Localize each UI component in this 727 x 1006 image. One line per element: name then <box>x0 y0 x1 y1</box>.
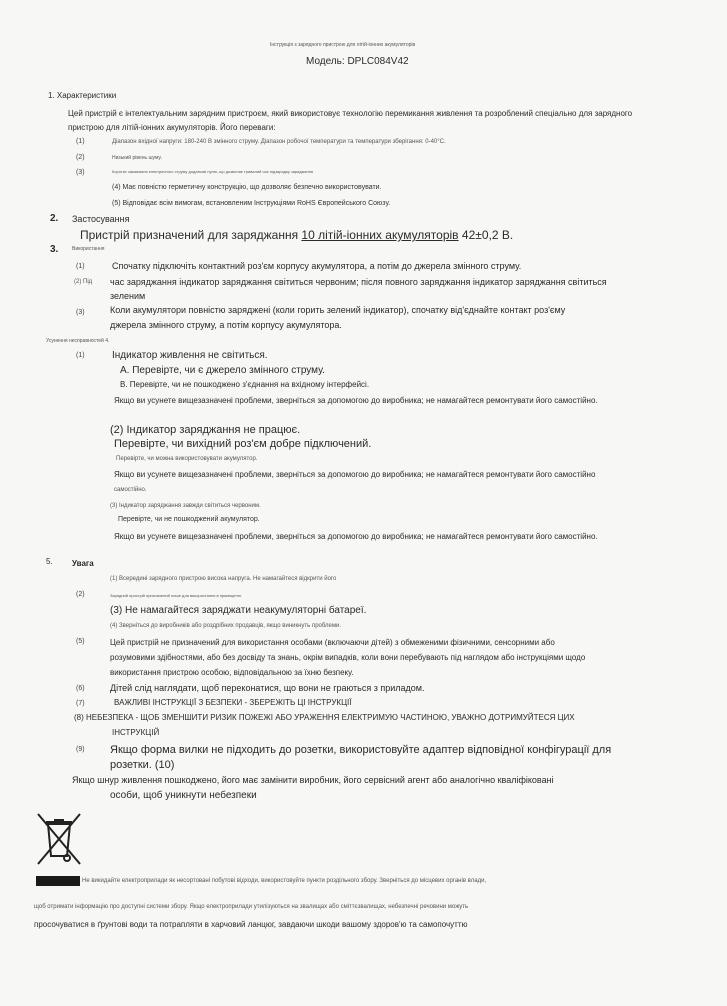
warning-item: Зарядний пристрій призначений лише для використання в приміщенні. <box>110 593 242 598</box>
section-2-text-after: 42±0,2 В. <box>458 228 514 242</box>
section-2-title: Застосування <box>72 214 130 224</box>
crossed-out-wheelie-bin-icon <box>34 812 84 866</box>
section-2-text-before: Пристрій призначений для заряджання <box>80 228 302 242</box>
power-cord-warning: Якщо шнур живлення пошкоджено, його має замінити виробник, його сервісний агент або аналогічно кваліфіковані <box>72 775 554 785</box>
warning-item: Якщо форма вилки не підходить до розетки, використовуйте адаптер відповідної конфігурації для <box>110 744 612 756</box>
warning-item-cont: використання пристрою особою, відповідальною за їхню безпеку. <box>110 668 354 677</box>
item-number: (7) <box>76 700 85 707</box>
item-number: (9) <box>76 746 85 753</box>
model-title: Модель: DPLC084V42 <box>306 56 409 67</box>
section-1-item: Коротке замикання електричного струму додаткові нулю, що дозволяє тривалий час підзарядку заряджання <box>112 169 314 174</box>
section-1-title: 1. Характеристики <box>48 91 117 100</box>
section-1-intro: Цей пристрій є інтелектуальним зарядним пристроєм, який використовує технологію перемикання живлення та розроблений спеціально для зарядного пристрою для літій-іонних акумуляторів. Його переваги: <box>68 109 633 132</box>
item-number: (2) Під <box>74 279 93 285</box>
troubleshoot-2-note: Якщо ви усунете вищезазначені проблеми, зверніться за допомогою до виробника; не намагайтеся ремонтувати його самостійно <box>114 470 596 479</box>
item-number: (5) <box>76 638 85 645</box>
item-number: (3) <box>76 309 85 316</box>
troubleshoot-1-heading: Індикатор живлення не світиться. <box>112 350 268 361</box>
section-2-number: 2. <box>50 213 59 224</box>
warning-item-cont: розумовими здібностями, або без досвіду та знань, окрім випадків, коли вони перебувають під наглядом або інструкціями щодо <box>110 653 586 662</box>
troubleshoot-1-note: Якщо ви усунете вищезазначені проблеми, зверніться за допомогою до виробника; не намагайтеся ремонтувати його самостійно. <box>114 396 598 405</box>
section-1-item: (4) Має повністю герметичну конструкцію, що дозволяє безпечно використовувати. <box>112 184 382 191</box>
item-number: (2) <box>76 154 85 161</box>
troubleshoot-3-note: Якщо ви усунете вищезазначені проблеми, зверніться за допомогою до виробника; не намагайтеся ремонтувати його самостійно. <box>114 532 598 541</box>
item-number: (2) <box>76 591 85 598</box>
troubleshoot-1-check-a: А. Перевірте, чи є джерело змінного струму. <box>120 365 325 376</box>
warning-item: Дітей слід наглядати, щоб переконатися, що вони не граються з приладом. <box>110 683 425 693</box>
item-number: (1) <box>76 352 85 359</box>
redaction-block <box>36 876 80 886</box>
section-1-item: Низький рівень шуму. <box>112 155 162 161</box>
warning-item: ВАЖЛИВІ ІНСТРУКЦІЇ З БЕЗПЕКИ - ЗБЕРЕЖІТЬ ЦІ ІНСТРУКЦІЇ <box>114 698 352 707</box>
disposal-text-line-1: Не викидайте електроприлади як несортовані побутові відходи, використовуйте пункти роздільного збору. Зверніться до місцевих органів влади, <box>82 878 487 884</box>
warning-item-cont: ІНСТРУКЦІЙ <box>112 728 160 737</box>
item-number: (6) <box>76 685 85 692</box>
troubleshoot-2-check-a: Перевірте, чи вихідний роз'єм добре підключений. <box>114 438 372 450</box>
troubleshoot-2-heading: (2) Індикатор заряджання не працює. <box>110 424 301 436</box>
section-2-text-underlined: 10 літій-іонних акумуляторів <box>301 228 459 242</box>
item-number: (1) <box>76 263 85 270</box>
document-top-title: Інструкція з зарядного пристрою для літій-іонних акумуляторів <box>270 42 416 48</box>
warning-item: (4) Зверніться до виробників або роздрібних продавців, якщо виникнуть проблеми. <box>110 623 342 629</box>
warning-item: (3) Не намагайтеся заряджати неакумуляторні батареї. <box>110 605 367 616</box>
troubleshoot-1-check-b: В. Перевірте, чи не пошкоджено з'єднання на вхідному інтерфейсі. <box>120 380 370 389</box>
power-cord-warning-cont: особи, щоб уникнути небезпеки <box>110 790 257 801</box>
troubleshoot-2-check-b: Перевірте, чи можна використовувати акумулятор. <box>116 456 258 462</box>
section-4-title: Усунення несправностей 4. <box>46 338 110 344</box>
section-3-number: 3. <box>50 244 59 255</box>
troubleshoot-3-heading: (3) Індикатор заряджання завжди світиться червоним. <box>110 503 261 509</box>
section-3-item: Спочатку підключіть контактний роз'єм корпусу акумулятора, а потім до джерела змінного струму. <box>112 261 522 271</box>
section-3-item: Коли акумулятори повністю заряджені (коли горить зелений індикатор), спочатку від'єднайте контакт роз'єму <box>110 305 566 315</box>
warning-item-cont: розетки. (10) <box>110 759 175 771</box>
section-3-item-cont: зеленим <box>110 291 146 301</box>
troubleshoot-2-note-cont: самостійно. <box>114 487 147 493</box>
warning-item: (1) Всередині зарядного пристрою висока напруга. Не намагайтеся відкрити його <box>110 576 337 582</box>
section-1-item: (5) Відповідає всім вимогам, встановленим Інструкціями RoHS Європейського Союзу. <box>112 200 391 207</box>
section-5-title: Увага <box>72 559 94 568</box>
section-3-title: Використання <box>72 246 105 252</box>
section-1-item: Діапазон вхідної напруги: 180-240 В змінного струму. Діапазон робочої температури та температури зберігання: 0-40°C. <box>112 139 446 145</box>
section-3-item: час заряджання індикатор заряджання світиться червоним; після повного заряджання індикатор заряджання світиться <box>110 277 607 287</box>
item-number: (3) <box>76 169 85 176</box>
warning-item: (8) НЕБЕЗПЕКА - ЩОБ ЗМЕНШИТИ РИЗИК ПОЖЕЖІ АБО УРАЖЕННЯ ЕЛЕКТРИМУЮ ЧАСТИНОЮ, УВАЖНО ДОТРИМУЙТЕСЯ ЦИХ <box>74 713 575 722</box>
disposal-text-line-2: щоб отримати інформацію про доступні системи збору. Якщо електроприлади утилізуються на звалищах або сміттєзвалищах, небезпечні речовини можуть <box>34 904 469 910</box>
section-2-text <box>80 228 513 242</box>
disposal-text-line-3: просочуватися в ґрунтові води та потрапляти в харчовий ланцюг, завдаючи шкоди вашому здоров'ю та самопочуттю <box>34 920 468 929</box>
troubleshoot-3-check-a: Перевірте, чи не пошкоджений акумулятор. <box>118 516 260 523</box>
warning-item: Цей пристрій не призначений для використання особами (включаючи дітей) з обмеженими фізичними, сенсорними або <box>110 638 555 647</box>
item-number: (1) <box>76 138 85 145</box>
section-3-item-cont: джерела змінного струму, а потім корпусу акумулятора. <box>110 320 342 330</box>
section-5-number: 5. <box>46 557 53 566</box>
